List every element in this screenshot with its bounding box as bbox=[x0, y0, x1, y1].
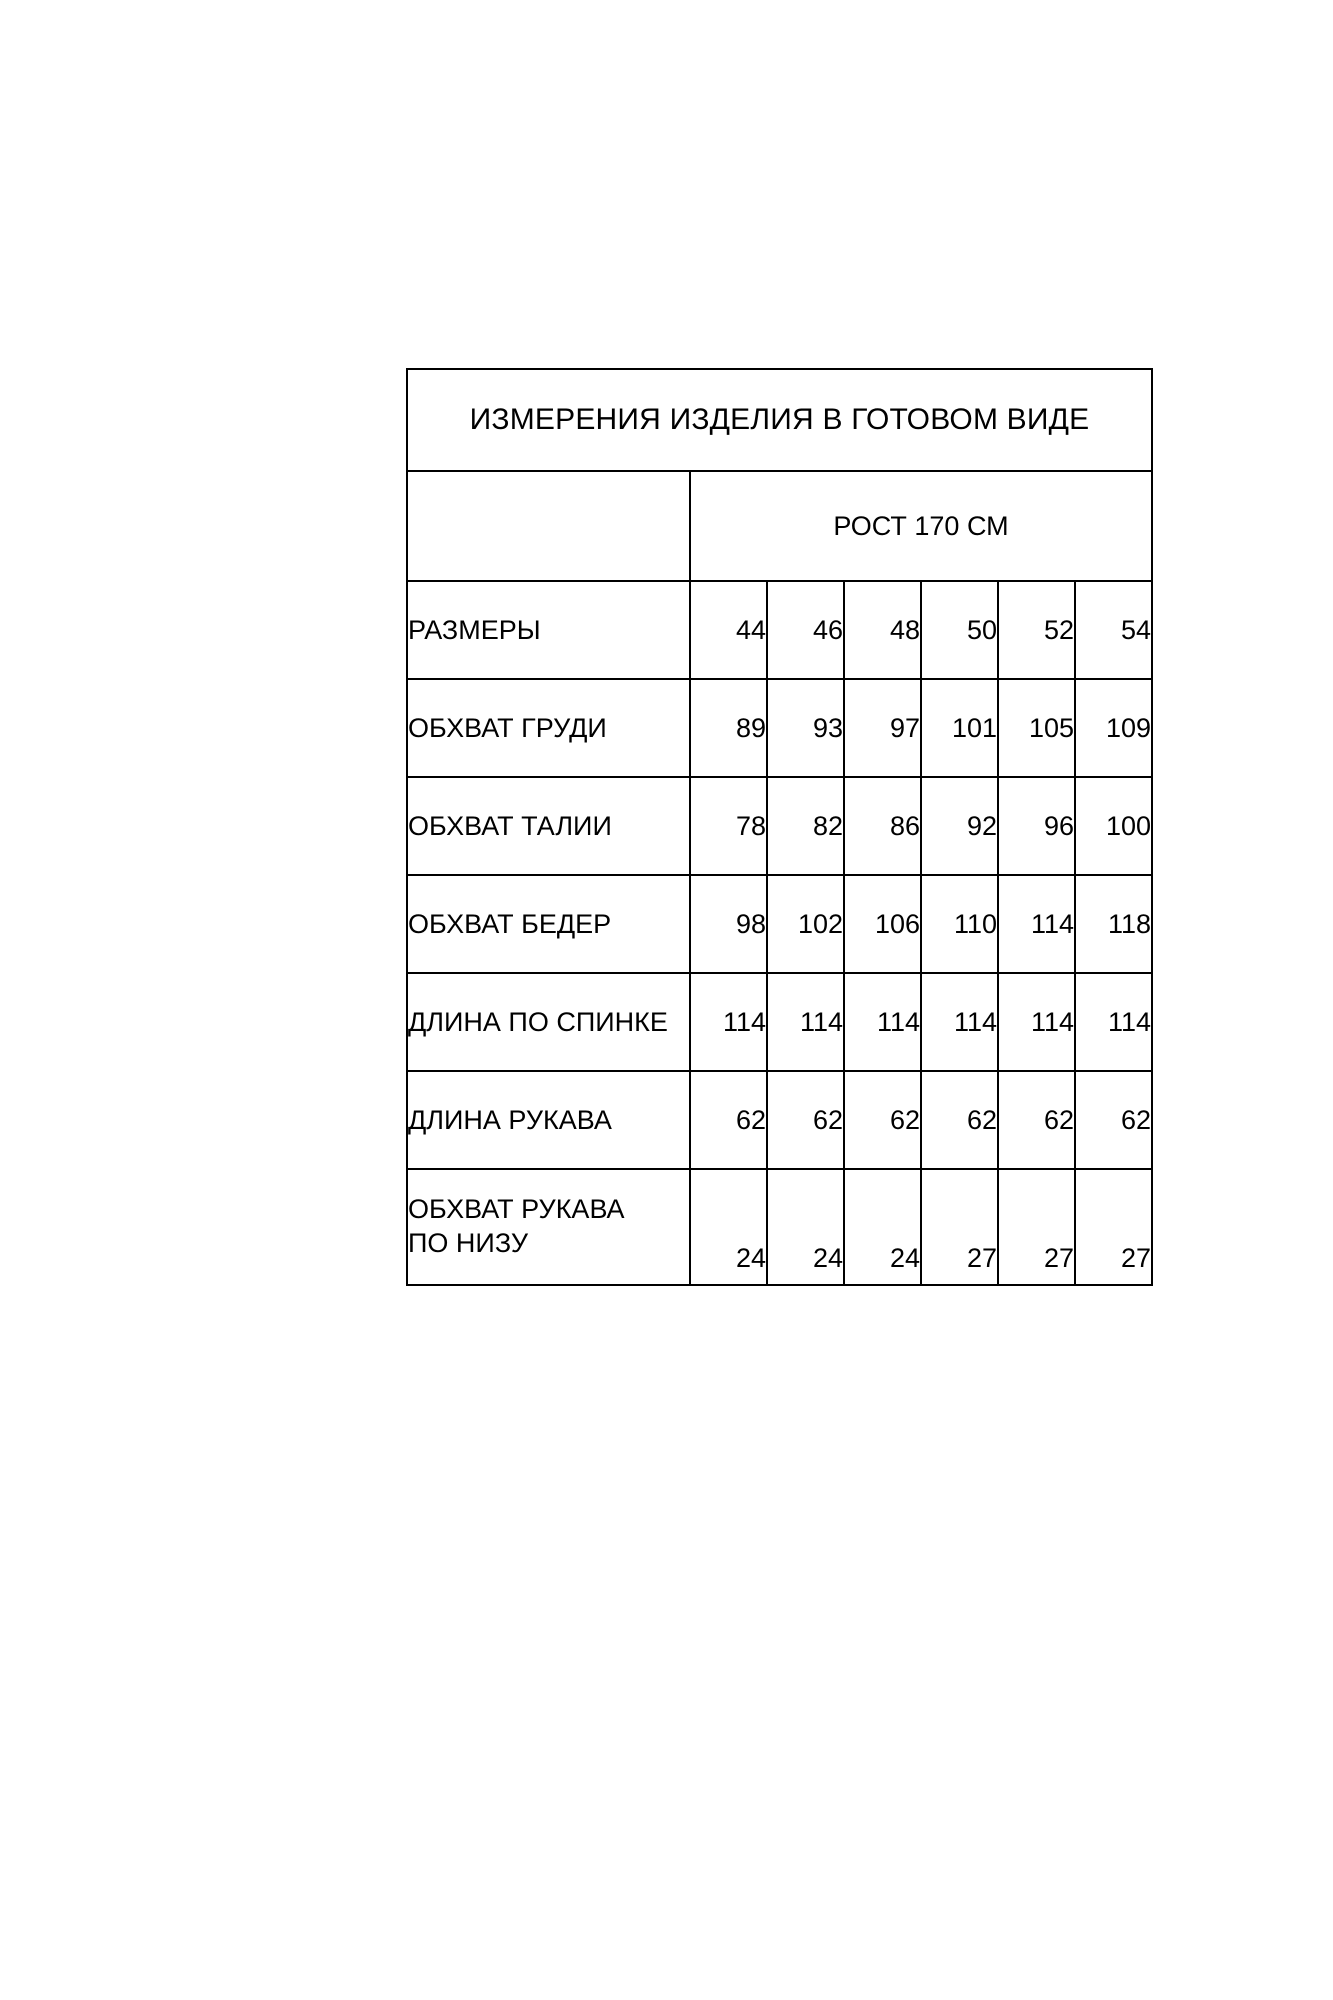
cell-value: 114 bbox=[844, 973, 921, 1071]
page-title: ИЗМЕРЕНИЯ ИЗДЕЛИЯ В ГОТОВОМ ВИДЕ bbox=[407, 369, 1152, 471]
row-label-line1: ОБХВАТ РУКАВА bbox=[408, 1194, 625, 1225]
cell-value: 106 bbox=[844, 875, 921, 973]
cell-value: 62 bbox=[921, 1071, 998, 1169]
cell-value: 92 bbox=[921, 777, 998, 875]
cell-value: 24 bbox=[767, 1169, 844, 1285]
cell-value: 62 bbox=[998, 1071, 1075, 1169]
table-row-height bbox=[407, 471, 1152, 581]
table-row bbox=[407, 1071, 1152, 1169]
cell-value: 62 bbox=[690, 1071, 767, 1169]
cell-value: 109 bbox=[1075, 679, 1152, 777]
empty-corner-cell bbox=[407, 471, 690, 581]
size-value: 54 bbox=[1075, 581, 1152, 679]
table-row bbox=[407, 777, 1152, 875]
cell-value: 118 bbox=[1075, 875, 1152, 973]
cell-value: 102 bbox=[767, 875, 844, 973]
row-label: ДЛИНА РУКАВА bbox=[407, 1071, 690, 1169]
cell-value: 101 bbox=[921, 679, 998, 777]
cell-value: 24 bbox=[690, 1169, 767, 1285]
row-label: ОБХВАТ ТАЛИИ bbox=[407, 777, 690, 875]
row-label: ОБХВАТ БЕДЕР bbox=[407, 875, 690, 973]
cell-value: 114 bbox=[998, 973, 1075, 1071]
cell-value: 62 bbox=[1075, 1071, 1152, 1169]
cell-value: 100 bbox=[1075, 777, 1152, 875]
table-row bbox=[407, 1169, 1152, 1285]
cell-value: 27 bbox=[1075, 1169, 1152, 1285]
cell-value: 62 bbox=[767, 1071, 844, 1169]
measurements-table bbox=[406, 368, 1153, 1286]
row-label-line2: ПО НИЗУ bbox=[408, 1228, 528, 1258]
size-value: 44 bbox=[690, 581, 767, 679]
cell-value: 114 bbox=[1075, 973, 1152, 1071]
sizes-row-label: РАЗМЕРЫ bbox=[407, 581, 690, 679]
row-label: ДЛИНА ПО СПИНКЕ bbox=[407, 973, 690, 1071]
cell-value: 27 bbox=[998, 1169, 1075, 1285]
cell-value: 93 bbox=[767, 679, 844, 777]
measurements-table-container bbox=[406, 368, 1151, 1286]
cell-value: 110 bbox=[921, 875, 998, 973]
size-value: 46 bbox=[767, 581, 844, 679]
cell-value: 97 bbox=[844, 679, 921, 777]
cell-value: 82 bbox=[767, 777, 844, 875]
table-row bbox=[407, 679, 1152, 777]
row-label bbox=[407, 1169, 690, 1285]
size-value: 48 bbox=[844, 581, 921, 679]
table-row bbox=[407, 973, 1152, 1071]
cell-value: 62 bbox=[844, 1071, 921, 1169]
size-value: 50 bbox=[921, 581, 998, 679]
cell-value: 114 bbox=[998, 875, 1075, 973]
row-label: ОБХВАТ ГРУДИ bbox=[407, 679, 690, 777]
cell-value: 96 bbox=[998, 777, 1075, 875]
cell-value: 86 bbox=[844, 777, 921, 875]
cell-value: 114 bbox=[921, 973, 998, 1071]
height-group-label: РОСТ 170 СМ bbox=[690, 471, 1152, 581]
cell-value: 105 bbox=[998, 679, 1075, 777]
cell-value: 24 bbox=[844, 1169, 921, 1285]
cell-value: 78 bbox=[690, 777, 767, 875]
table-row bbox=[407, 875, 1152, 973]
cell-value: 89 bbox=[690, 679, 767, 777]
cell-value: 27 bbox=[921, 1169, 998, 1285]
cell-value: 98 bbox=[690, 875, 767, 973]
cell-value: 114 bbox=[767, 973, 844, 1071]
table-row-title bbox=[407, 369, 1152, 471]
table-row-sizes bbox=[407, 581, 1152, 679]
cell-value: 114 bbox=[690, 973, 767, 1071]
size-value: 52 bbox=[998, 581, 1075, 679]
